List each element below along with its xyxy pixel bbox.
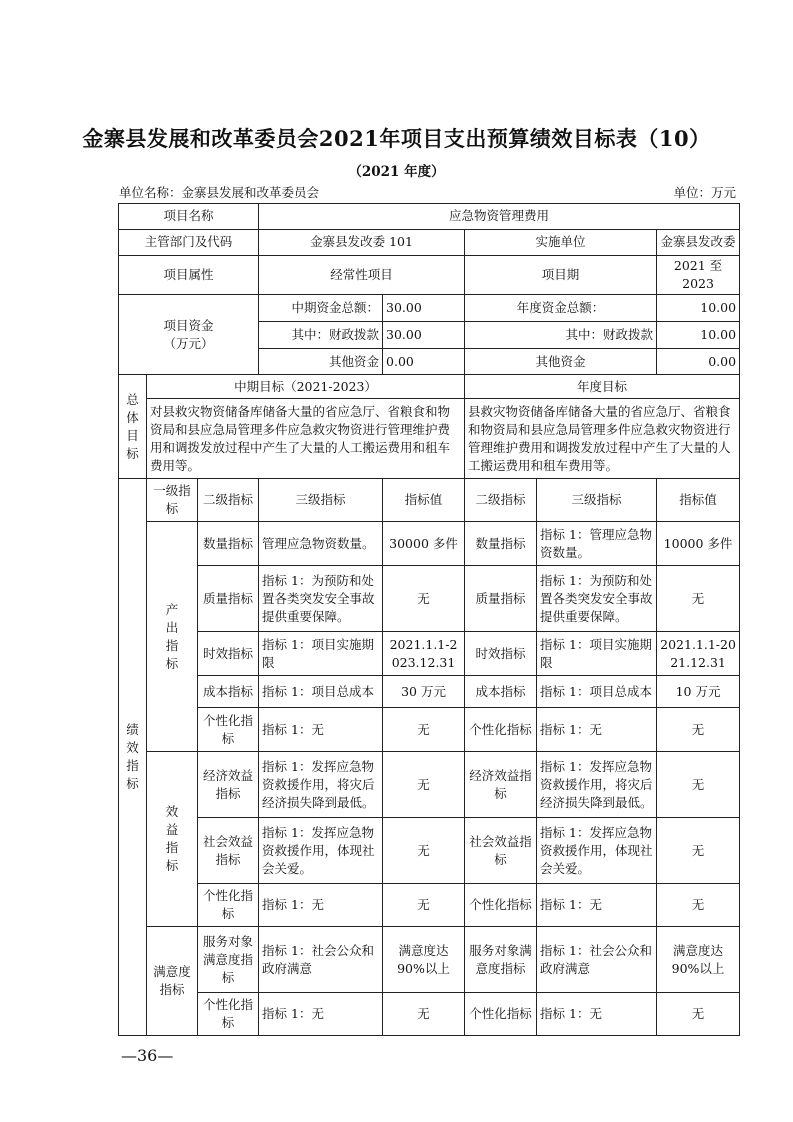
dept-value: 金寨县发改委 101 [259,230,465,256]
value-cell-year: 10 万元 [657,676,740,708]
dept-label: 主管部门及代码 [119,230,259,256]
year-total-value: 10.00 [657,295,740,322]
value-cell-year: 无 [657,884,740,927]
value-cell-year: 10000 多件 [657,522,740,566]
mid-fiscal-label: 其中：财政拨款 [259,322,383,349]
level3-cell-year: 指标 1：无 [537,708,657,752]
table-row [119,676,740,708]
level2-cell: 时效指标 [198,632,259,676]
level3-cell-year: 指标 1：项目总成本 [537,676,657,708]
mid-total-value: 30.00 [383,295,465,322]
level3-cell: 指标 1：项目实施期限 [259,632,383,676]
value-cell: 无 [383,993,465,1036]
mid-goal-text: 对县救灾物资储备库储备大量的省应急厅、省粮食和物资局和县应急局管理多件应急救灾物资进行管理维护费用和调拨发放过程中产生了大量的人工搬运费用和租车费用等。 [147,399,465,479]
mid-goal-header: 中期目标（2021-2023） [147,375,465,399]
impl-label: 实施单位 [465,230,657,256]
year-goal-text: 县救灾物资储备库储备大量的省应急厅、省粮食和物资局和县应急局管理多件应急救灾物资进行管理维护费用和调拨发放过程中产生了大量的人工搬运费用和租车费用等。 [465,399,740,479]
dept-row [119,230,740,256]
document-title: 金寨县发展和改革委员会2021年项目支出预算绩效目标表（10） [82,126,711,151]
value-cell: 无 [383,752,465,818]
funds-label [119,295,259,375]
year-other-label: 其他资金 [465,349,657,375]
level2-cell-year: 个性化指标 [465,708,537,752]
level2-cell-year: 时效指标 [465,632,537,676]
level3-cell-year: 指标 1：管理应急物资数量。 [537,522,657,566]
value-header-year: 指标值 [657,479,740,522]
level3-cell-year: 指标 1：无 [537,884,657,927]
value-cell: 无 [383,818,465,884]
year-other-value: 0.00 [657,349,740,375]
level2-cell-year: 个性化指标 [465,884,537,927]
level2-cell: 服务对象满意度指标 [198,927,259,993]
level2-header: 二级指标 [198,479,259,522]
value-cell: 无 [383,708,465,752]
table-row [119,708,740,752]
period-value: 2021 至 2023 [657,256,740,295]
project-name-value: 应急物资管理费用 [259,204,740,230]
attr-value: 经常性项目 [259,256,465,295]
value-cell-year: 满意度达90%以上 [657,927,740,993]
level3-cell: 指标 1：发挥应急物资救援作用，将灾后经济损失降到最低。 [259,752,383,818]
table-row [119,566,740,632]
level2-cell-year: 服务对象满意度指标 [465,927,537,993]
year-fiscal-label: 其中：财政拨款 [465,322,657,349]
mid-other-label: 其他资金 [259,349,383,375]
perf-label: 绩 效 指 标 [119,479,147,1036]
attr-label: 项目属性 [119,256,259,295]
table-row [119,818,740,884]
value-cell-year: 无 [657,818,740,884]
level2-cell: 个性化指标 [198,993,259,1036]
table-row [119,632,740,676]
level2-cell-year: 质量指标 [465,566,537,632]
goals-header-row [119,375,740,399]
level3-cell-year: 指标 1：社会公众和政府满意 [537,927,657,993]
table-row [119,884,740,927]
year-total-label: 年度资金总额： [465,295,657,322]
level3-header-year: 三级指标 [537,479,657,522]
mid-other-value: 0.00 [383,349,465,375]
level3-cell: 指标 1：社会公众和政府满意 [259,927,383,993]
level3-cell-year: 指标 1：发挥应急物资救援作用，体现社会关爱。 [537,818,657,884]
level2-cell-year: 经济效益指标 [465,752,537,818]
level2-cell: 经济效益指标 [198,752,259,818]
year-goal-header: 年度目标 [465,375,740,399]
performance-target-table [118,203,740,1036]
value-cell: 2021.1.1-2023.12.31 [383,632,465,676]
level2-cell-year: 成本指标 [465,676,537,708]
funds-label-line1: 项目资金 [163,317,214,333]
value-cell-year: 无 [657,993,740,1036]
value-cell: 无 [383,884,465,927]
level3-cell: 指标 1：无 [259,708,383,752]
goals-text-row [119,399,740,479]
mid-total-label: 中期资金总额： [259,295,383,322]
level3-cell-year: 指标 1：无 [537,993,657,1036]
level3-header: 三级指标 [259,479,383,522]
year-fiscal-value: 10.00 [657,322,740,349]
goals-label: 总 体 目 标 [119,375,147,479]
level3-cell: 管理应急物资数量。 [259,522,383,566]
level3-cell-year: 指标 1：发挥应急物资救援作用，将灾后经济损失降到最低。 [537,752,657,818]
level3-cell: 指标 1：为预防和处置各类突发安全事故提供重要保障。 [259,566,383,632]
document-year: （2021 年度） [348,164,445,180]
level2-cell: 质量指标 [198,566,259,632]
table-row [119,522,740,566]
level1-header: 一级指标 [147,479,198,522]
level2-header-year: 二级指标 [465,479,537,522]
value-cell-year: 2021.1.1-2021.12.31 [657,632,740,676]
level2-cell-year: 社会效益指标 [465,818,537,884]
level3-cell: 指标 1：发挥应急物资救援作用，体现社会关爱。 [259,818,383,884]
attr-row [119,256,740,295]
value-cell: 30 万元 [383,676,465,708]
value-header: 指标值 [383,479,465,522]
funds-row-total [119,295,740,322]
value-cell: 无 [383,566,465,632]
impl-value: 金寨县发改委 [657,230,740,256]
level3-cell: 指标 1：无 [259,884,383,927]
table-row [119,752,740,818]
value-cell: 满意度达90%以上 [383,927,465,993]
level2-cell-year: 数量指标 [465,522,537,566]
period-label: 项目期 [465,256,657,295]
level2-cell-year: 个性化指标 [465,993,537,1036]
project-name-row [119,204,740,230]
table-row [119,927,740,993]
value-cell-year: 无 [657,708,740,752]
satisfaction-indicator-label: 满意度指标 [147,927,198,1036]
level2-cell: 社会效益指标 [198,818,259,884]
level3-cell-year: 指标 1：为预防和处置各类突发安全事故提供重要保障。 [537,566,657,632]
level2-cell: 成本指标 [198,676,259,708]
level2-cell: 数量指标 [198,522,259,566]
unit-label: 单位：万元 [673,185,736,200]
perf-header-row [119,479,740,522]
page-number: —36— [121,1046,174,1065]
effect-indicator-label: 效 益 指 标 [147,752,198,927]
level2-cell: 个性化指标 [198,884,259,927]
funds-label-line2: （万元） [163,335,214,351]
unit-name: 单位名称：金寨县发展和改革委员会 [119,185,320,200]
mid-fiscal-value: 30.00 [383,322,465,349]
value-cell-year: 无 [657,566,740,632]
value-cell: 30000 多件 [383,522,465,566]
table-row [119,993,740,1036]
project-name-label: 项目名称 [119,204,259,230]
level3-cell: 指标 1：无 [259,993,383,1036]
level3-cell-year: 指标 1：项目实施期限 [537,632,657,676]
value-cell-year: 无 [657,752,740,818]
level3-cell: 指标 1：项目总成本 [259,676,383,708]
level2-cell: 个性化指标 [198,708,259,752]
output-indicator-label: 产 出 指 标 [147,522,198,752]
